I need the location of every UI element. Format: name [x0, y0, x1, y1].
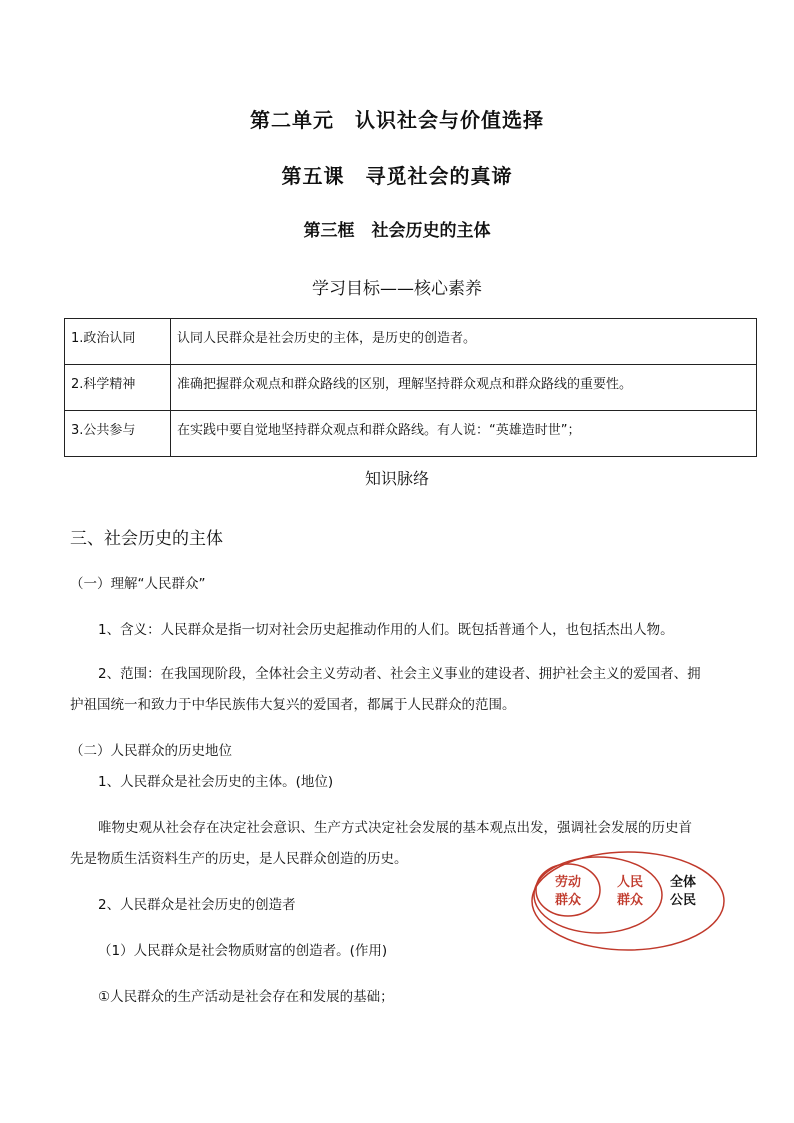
paragraph: 护祖国统一和致力于中华民族伟大复兴的爱国者，都属于人民群众的范围。 [70, 697, 516, 713]
paragraph: （1）人民群众是社会物质财富的创造者。(作用) [98, 943, 388, 959]
goal-key: 2.科学精神 [65, 365, 171, 411]
inner-label-1: 劳动 [554, 875, 582, 890]
people-masses-venn-diagram [530, 850, 726, 952]
goal-key: 3.公共参与 [65, 411, 171, 457]
frame-title: 第三框 社会历史的主体 [303, 221, 491, 241]
paragraph: 1、人民群众是社会历史的主体。(地位) [98, 774, 334, 790]
middle-label-2: 群众 [616, 893, 644, 908]
goal-row [65, 411, 757, 457]
goal-text: 认同人民群众是社会历史的主体，是历史的创造者。 [171, 319, 757, 365]
goal-row [65, 365, 757, 411]
goals-table [64, 318, 757, 457]
goal-text: 在实践中要自觉地坚持群众观点和群众路线。有人说：“英雄造时世”； [171, 411, 757, 457]
unit-title: 第二单元 认识社会与价值选择 [250, 108, 544, 132]
inner-label-2: 群众 [554, 893, 582, 908]
paragraph: 2、范围：在我国现阶段，全体社会主义劳动者、社会主义事业的建设者、拥护社会主义的爱国者、拥 [98, 666, 701, 682]
goal-row [65, 319, 757, 365]
paragraph: 唯物史观从社会存在决定社会意识、生产方式决定社会发展的基本观点出发，强调社会发展的历史首 [98, 820, 692, 836]
paragraph: 2、人民群众是社会历史的创造者 [98, 897, 296, 913]
lesson-title: 第五课 寻觅社会的真谛 [281, 164, 513, 188]
section-heading: 三、社会历史的主体 [70, 529, 223, 549]
paragraph: 1、含义：人民群众是指一切对社会历史起推动作用的人们。既包括普通个人，也包括杰出人物。 [98, 622, 674, 638]
goal-text: 准确把握群众观点和群众路线的区别，理解坚持群众观点和群众路线的重要性。 [171, 365, 757, 411]
paragraph: ①人民群众的生产活动是社会存在和发展的基础； [98, 989, 394, 1005]
paragraph: 先是物质生活资料生产的历史，是人民群众创造的历史。 [70, 851, 408, 867]
outer-label-2: 公民 [669, 893, 697, 908]
context-heading: 知识脉络 [364, 469, 429, 488]
subsection-heading: （一）理解“人民群众” [70, 576, 206, 592]
goals-heading: 学习目标——核心素养 [312, 279, 482, 299]
middle-label-1: 人民 [616, 875, 644, 890]
inner-ellipse [536, 864, 600, 916]
goal-key: 1.政治认同 [65, 319, 171, 365]
subsection-heading: （二）人民群众的历史地位 [70, 743, 232, 759]
outer-label-1: 全体 [669, 875, 697, 890]
